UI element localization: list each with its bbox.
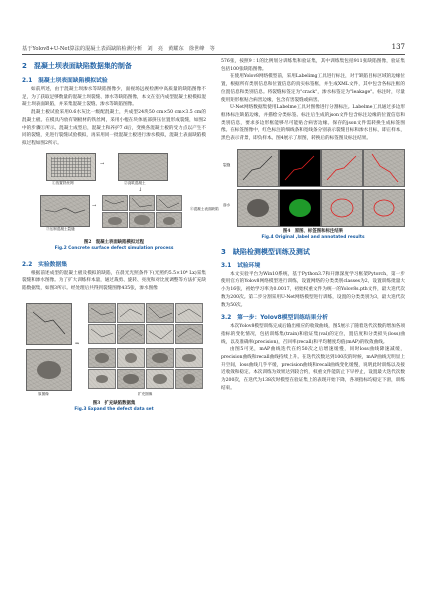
arrow-right-icon: ⇒ bbox=[75, 340, 80, 347]
fig2-label-d: ④混凝土表面缺陷 bbox=[190, 206, 219, 211]
fig4-row-label-crack: 裂缝 bbox=[223, 162, 231, 167]
fig2-image-press-crack bbox=[40, 195, 90, 227]
fig3-label-original: 原图像 bbox=[38, 391, 49, 396]
fig4-caption-en: Fig.4 Original ,label and annotated results bbox=[261, 234, 365, 240]
figure-3 bbox=[22, 297, 206, 417]
fig4-label-crack bbox=[279, 149, 321, 187]
subsection-2-1: 2.1 混凝土坝表面缺陷模拟试验 bbox=[22, 78, 108, 84]
fig4-annotated-leakage bbox=[321, 189, 363, 227]
fig4-original-leakage bbox=[237, 189, 279, 227]
paragraph: U-Net网络数据集使用Labelme工具对图像进行分割标注。Labelme工具通过多边形框体标注缺陷边缘，并描绘分类标签。标注后生成的json文件包含标注边缘的位置信息和类别信息，要求多边形框能够尽可能贴合病害边缘。保存的json文件需转换生成标签图像。在标签图像中，红色标注的细线条和宽线条分别表示裂缝目标和渗水目标，即正样本，黑色表示背景，即负样本。图4展示了原图，转换后的标签图及标注结果。 bbox=[221, 105, 405, 142]
fig3-original-image bbox=[26, 303, 72, 345]
fig3-caption-zh: 图3 扩充缺陷数据集 bbox=[92, 400, 136, 406]
fig3-original-image bbox=[26, 349, 72, 391]
figure-4 bbox=[221, 147, 405, 243]
fig2-caption-en: Fig.2 Concrete surface defect simulation process bbox=[54, 245, 174, 251]
paragraph: 在使用Yolov8网络模型前，采用Labelimg工具进行标注，对于缺陷目标区域的边缘位置，根据所有类别信息和位置信息的真实标签框，并生成XML文件，其中包含各标注框的位置信息和类别信息。将裂缝标签定为"crack"，渗水标签定为"leakage"。标注时，尽量使用矩形框贴合病害边缘，包含有害裂缝或病害。 bbox=[221, 74, 405, 103]
fig4-annotated-crack bbox=[363, 149, 405, 187]
running-header: 基于Yolov8+U-Net算法的混凝土表面缺陷检测分析 刘 亮 黄耀东 徐世峰 等 bbox=[22, 46, 215, 52]
paragraph: 本次Yolov8模型训练完成后输出相应的收敛曲线，图5展示了随着迭代次数的增加各项指标的变化情况，包括训练集(train)和验证集(val)的定位，置信度和分类损失(loss)曲线，以及准确率(precision)，召回率(recall)和平均精度均值(mAP)的收敛曲线。 bbox=[221, 324, 405, 345]
paragraph: 混凝土板试验采用0.6水灰比一级配混凝土，共成型24块50 cm×50 cm×3.5 cm的混凝土板。在模具内放有钢板材的铁丝网，采用小棍在块体底部挤压位置形成裂缝，如图2中的步骤①所示。混凝土成型后，混凝土和养护7 d后，变换各混凝土板的受力点以产生不同的裂缝，先进行裂缝试验模拟，再采用同一批混凝土板进行渗水模拟，混凝土表面缺陷模拟过程如图2所示。 bbox=[22, 110, 206, 146]
fig3-caption-en: Fig.3 Expand the defect data set bbox=[74, 406, 154, 412]
fig4-annotated-crack bbox=[321, 149, 363, 187]
paragraph: 根据前述成型的混凝土板及模拟的缺陷，在晨光光照条件下(光照约5.5×10⁴ Lx)采集裂缝和渗水图像。为了扩大训练样本量，通过裁剪、旋转、亮度和对比度调整等方法扩充缺陷数据集，如图3所示。经处理后共得到裂缝图像435张，渗水图像 bbox=[22, 270, 206, 292]
arrow-right-icon: → bbox=[100, 160, 105, 167]
fig4-caption-zh: 图4 原图、标签图和标注结果 bbox=[282, 228, 344, 234]
section-title-3: 3 缺陷检测模型训练及测试 bbox=[221, 247, 310, 256]
subsection-3-1: 3.1 试验环境 bbox=[221, 262, 261, 269]
fig4-original-crack bbox=[237, 149, 279, 187]
right-column bbox=[221, 58, 405, 393]
section-title-2: 2 混凝土坝表面缺陷数据集的制备 bbox=[22, 62, 132, 70]
fig2-image-pour bbox=[118, 153, 168, 181]
subsection-2-2: 2.2 实验数据集 bbox=[22, 261, 68, 268]
fig2-image-defects bbox=[102, 195, 182, 229]
fig4-annotated-leakage bbox=[363, 189, 405, 227]
fig4-label-leakage bbox=[279, 189, 321, 227]
page-number: 137 bbox=[391, 43, 405, 51]
subsection-3-2: 3.2 第一步：Yolov8模型训练结果分析 bbox=[221, 315, 329, 322]
paragraph: 由图5可见，mAP曲线迭代在约50次之后增速缓慢，同时loss曲线降速减缓，precision曲线和recall曲线持续上升。在迭代次数达到100次的时候，mAP曲线无明显上升空间，loss曲线几乎平缓，precision曲线和recall曲线变化缓慢，说明此时训练以及接近收敛和稳定。本次训练为效果达到较合约，权重文件能防止下早停止，设置最大迭代次数为200次，在迭代为138次时模型在验证集上的表现开始下降，各项指标均稳定下滑，训练结束。 bbox=[221, 347, 405, 391]
figure-2 bbox=[22, 151, 219, 257]
fig2-label-a: ①放置铁丝网 bbox=[52, 180, 74, 185]
fig2-caption-zh: 图2 混凝土表面缺陷模拟过程 bbox=[83, 239, 145, 245]
paragraph: 本文实验平台为Win10系统，基于Python3.7和开源深度学习框架Pytorch，第一步使用官方的Yolov8网络模型进行训练，设置网络的分类类别classes为2，设置训练批量大小为16张，初始学习率为0.0017，初始权重文件为统一的Yolov8s.pth文件，最大迭代次数为200次。第二步分割采用U-Net网络模型进行训练，设置的分类类别为3，最大迭代次数为50次。 bbox=[221, 271, 405, 308]
arrow-down-icon: ↓ bbox=[138, 186, 143, 193]
fig2-label-c: ③压制混凝土裂缝 bbox=[46, 226, 75, 231]
fig3-label-augmented: 扩充图像 bbox=[138, 391, 153, 396]
header-rule bbox=[22, 54, 405, 55]
paragraph: 576张，按照9∶1的比例划分训练集和验证集，其中训练集包括911张缺陷图像，验证集包括100张缺陷图像。 bbox=[221, 59, 405, 72]
fig4-row-label-leakage: 渗水 bbox=[223, 202, 231, 207]
fig2-label-b: ②浇筑混凝土 bbox=[124, 180, 146, 185]
left-column bbox=[22, 58, 219, 417]
fig3-augmented-grid bbox=[88, 303, 204, 389]
fig2-image-wire-mesh bbox=[46, 153, 96, 181]
arrow-right-icon: → bbox=[92, 202, 97, 209]
paragraph: 如前所述，由于混凝土坝渗水等缺陷图像少，面视场远视检测中高质量的缺陷图像不足，为了获取足够数量的混凝土坝裂缝、渗水等缺陷图像，本文在室内成型混凝土板模拟混凝土坝表面缺陷，并采集混凝土裂缝、渗水等缺陷图像。 bbox=[22, 87, 206, 108]
